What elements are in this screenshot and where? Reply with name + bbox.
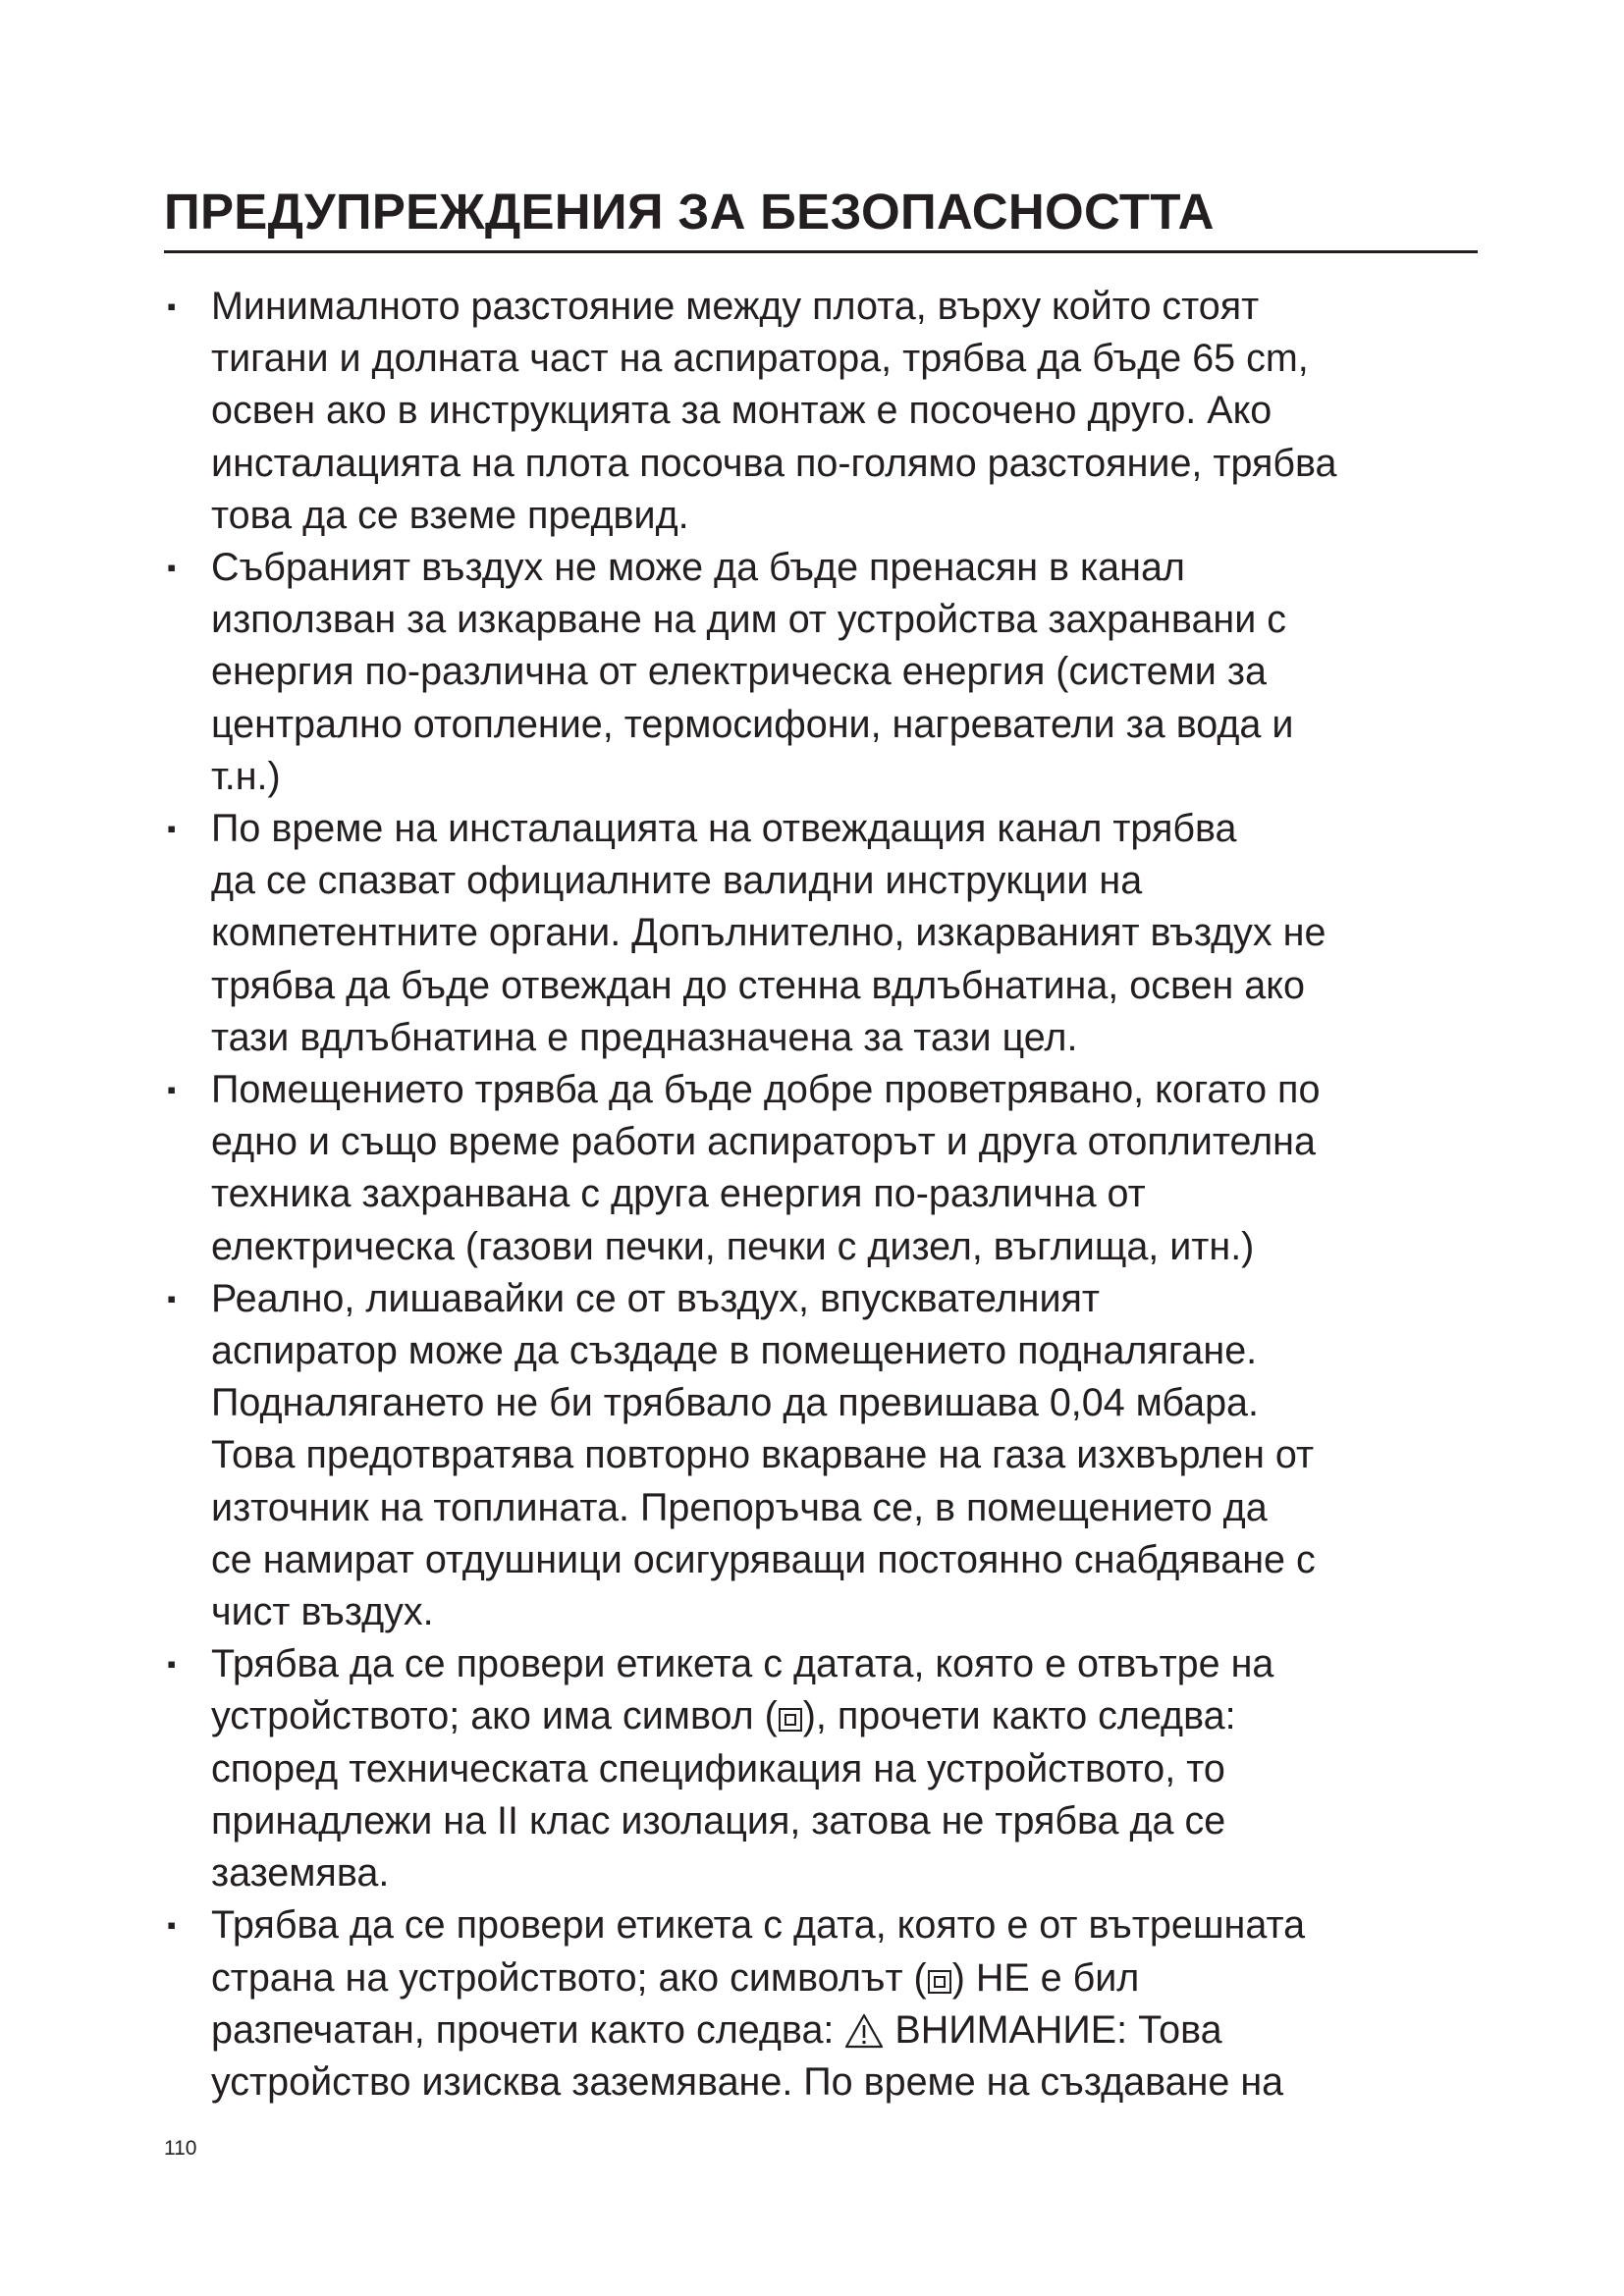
bullet-square-icon: ▪ xyxy=(167,292,177,321)
list-item xyxy=(164,1064,1485,1273)
text-line xyxy=(211,2004,1485,2056)
text-fragment: ), прочети както следва: xyxy=(802,1694,1236,1738)
list-item xyxy=(164,542,1485,803)
text-line: заземява. xyxy=(211,1851,390,1896)
text-line: устройство изисква заземяване. По време на създаване на xyxy=(211,2059,1284,2104)
text-line: Това предотвратява повторно вкарване на газа изхвърлен от xyxy=(211,1433,1315,1477)
text-line: това да се вземе предвид. xyxy=(211,493,689,537)
text-line: използван за изкарване на дим от устройства захранвани с xyxy=(211,598,1287,642)
text-line: енергия по-различна от електрическа енергия (системи за xyxy=(211,650,1267,694)
list-item xyxy=(164,1638,1485,1899)
text-line: принадлежи на II клас изолация, затова не трябва да се xyxy=(211,1798,1226,1842)
text-line: инсталацията на плота посочва по-голямо разстояние, трябва xyxy=(211,441,1337,485)
warning-triangle-icon xyxy=(844,2013,884,2049)
text-line: да се спазват официалните валидни инструкции на xyxy=(211,859,1143,903)
text-line: тигани и долната част на аспиратора, трябва да бъде 65 cm, xyxy=(211,337,1309,381)
bullet-square-icon: ▪ xyxy=(167,1283,177,1313)
class-ii-double-square-icon xyxy=(927,1967,952,1997)
page-number: 110 xyxy=(164,2137,197,2160)
text-fragment: ) НЕ е бил xyxy=(951,1955,1140,2000)
text-line: Трябва да се провери етикета с датата, която е отвътре на xyxy=(211,1642,1274,1686)
text-fragment: страна на устройството; ако символът ( xyxy=(211,1955,927,2000)
text-line: трябва да бъде отвеждан до стенна вдлъбнатина, освен ако xyxy=(211,963,1305,1007)
text-line: т.н.) xyxy=(211,754,281,798)
text-line: електрическа (газови печки, печки с дизел, въглища, итн.) xyxy=(211,1224,1255,1268)
list-item xyxy=(164,1899,1485,2109)
bullet-square-icon: ▪ xyxy=(167,1649,177,1680)
text-line: Помещението трявба да бъде добре проветрявано, когато по xyxy=(211,1068,1321,1112)
text-line: източник на топлината. Препоръчва се, в помещението да xyxy=(211,1485,1268,1529)
text-line: Събраният въздух не може да бъде пренасян в канал xyxy=(211,546,1185,590)
text-line: чист въздух. xyxy=(211,1590,434,1634)
text-line: едно и също време работи аспираторът и друга отоплителна xyxy=(211,1120,1316,1164)
bullet-square-icon: ▪ xyxy=(167,814,177,844)
list-item xyxy=(164,1273,1485,1638)
class-ii-double-square-icon xyxy=(778,1705,803,1735)
text-line: Минималното разстояние между плота, върху който стоят xyxy=(211,285,1260,328)
text-line: централно отопление, термосифони, нагреватели за вода и xyxy=(211,702,1294,746)
list-item xyxy=(164,803,1485,1064)
text-line xyxy=(211,1952,1485,2004)
text-line: компетентните органи. Допълнително, изкарваният въздух не xyxy=(211,911,1326,955)
text-fragment: устройството; ако има символ ( xyxy=(211,1694,778,1738)
text-line: Трябва да се провери етикета с дата, която е от вътрешната xyxy=(211,1903,1306,1948)
text-fragment: ВНИМАНИЕ: Това xyxy=(884,2007,1222,2052)
text-line: тази вдлъбнатина е предназначена за тази цел. xyxy=(211,1015,1078,1059)
text-line: По време на инсталацията на отвеждащия канал трябва xyxy=(211,807,1237,851)
text-line: техника захранвана с друга енергия по-различна от xyxy=(211,1172,1146,1216)
page-title: ПРЕДУПРЕЖДЕНИЯ ЗА БЕЗОПАСНОСТТА xyxy=(164,183,1478,253)
text-fragment: разпечатан, прочети както следва: xyxy=(211,2007,845,2052)
text-line: Подналягането не би трябвало да превишава 0,04 мбара. xyxy=(211,1381,1259,1425)
text-line: според техническата спецификация на устройството, то xyxy=(211,1746,1225,1790)
bullet-square-icon: ▪ xyxy=(167,1075,177,1105)
text-line xyxy=(211,1690,1485,1742)
text-line: се намират отдушници осигуряващи постоянно снабдяване с xyxy=(211,1537,1316,1581)
text-line: освен ако в инструкцията за монтаж е посочено друго. Ако xyxy=(211,389,1272,433)
safety-warnings-list xyxy=(164,281,1485,2109)
list-item xyxy=(164,281,1485,542)
text-line: Реално, лишавайки се от въздух, впусквателният xyxy=(211,1276,1101,1320)
bullet-square-icon: ▪ xyxy=(167,1910,177,1941)
bullet-square-icon: ▪ xyxy=(167,553,177,583)
text-line: аспиратор може да създаде в помещението подналягане. xyxy=(211,1329,1258,1373)
